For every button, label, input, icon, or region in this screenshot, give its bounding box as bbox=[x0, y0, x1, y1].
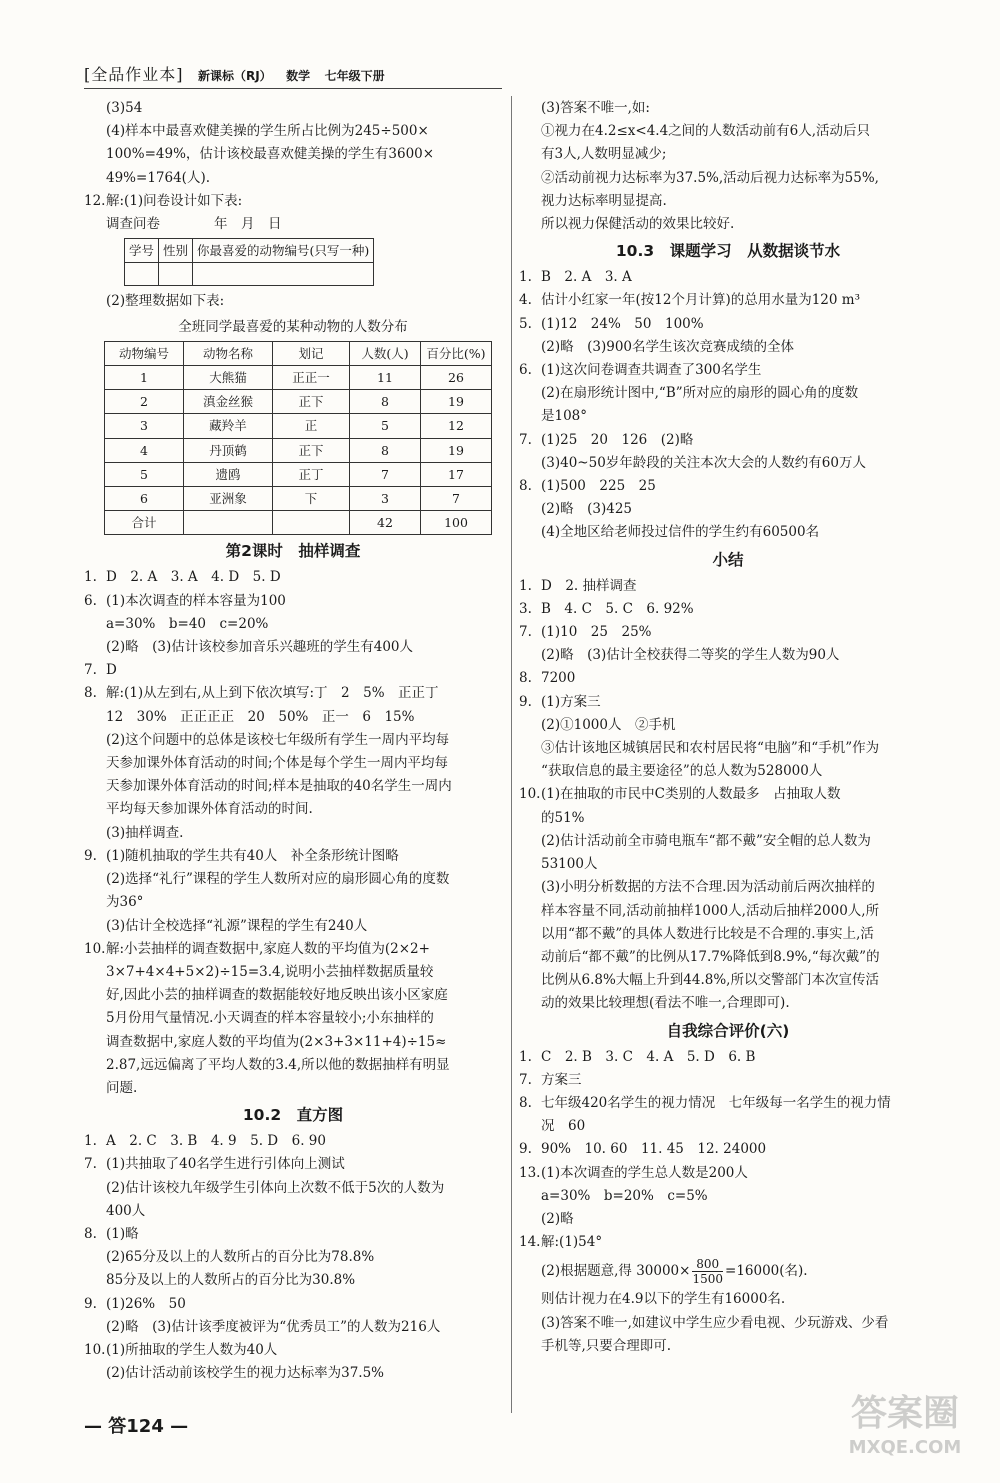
answer-text: (1)在抽取的市民中C类别的人数最多 占抽取人数 bbox=[541, 786, 841, 803]
answer-line bbox=[519, 1115, 937, 1138]
answer-line bbox=[84, 961, 502, 984]
table-cell: 正 bbox=[273, 414, 350, 438]
answer-text: 比例从6.8%大幅上升到44.8%,所以交警部门本次宣传活 bbox=[541, 972, 879, 989]
answer-line bbox=[84, 1077, 502, 1100]
answer-line bbox=[84, 775, 502, 798]
answer-text: (1)26% 50 bbox=[106, 1295, 186, 1312]
answer-number: 1. bbox=[519, 269, 532, 286]
answer-line bbox=[519, 1185, 937, 1208]
table-row bbox=[105, 390, 492, 414]
answer-line bbox=[519, 521, 937, 544]
answer-line bbox=[519, 969, 937, 992]
answer-text: 85分及以上的人数所占的百分比为30.8% bbox=[106, 1272, 356, 1289]
answer-line bbox=[519, 405, 937, 428]
answer-text: (2)略 (3)900名学生该次竞赛成绩的全体 bbox=[541, 338, 795, 355]
answer-line bbox=[84, 636, 502, 659]
answer-text: 方案三 bbox=[541, 1071, 582, 1088]
answer-text: (1)这次问卷调查共调查了300名学生 bbox=[541, 362, 762, 379]
answer-number: 1. bbox=[519, 1048, 532, 1065]
table-cell: 丹顶鹤 bbox=[184, 438, 273, 462]
answer-text: (2)略 bbox=[541, 1210, 574, 1227]
answer-line bbox=[519, 853, 937, 876]
answer-line bbox=[84, 1200, 502, 1223]
table-cell: 4 bbox=[105, 438, 184, 462]
table-cell: 2 bbox=[105, 390, 184, 414]
answer-line bbox=[519, 313, 937, 336]
answer-text: 天参加课外体育活动的时间;样本是抽取的40名学生一周内 bbox=[106, 778, 452, 795]
table-row bbox=[105, 487, 492, 511]
answer-line bbox=[84, 729, 502, 752]
answer-line bbox=[84, 798, 502, 821]
answer-line bbox=[84, 613, 502, 636]
answer-text: (1)10 25 25% bbox=[541, 624, 652, 641]
answer-line bbox=[84, 682, 502, 705]
answer-text: (4)全地区给老师投过信件的学生约有60500名 bbox=[541, 524, 820, 541]
answer-line bbox=[84, 590, 502, 613]
answer-line bbox=[84, 1339, 502, 1362]
table-cell: 遗鸥 bbox=[184, 462, 273, 486]
answer-line bbox=[519, 992, 937, 1015]
answer-line bbox=[519, 266, 937, 289]
text-line: 所以视力保健活动的效果比较好. bbox=[541, 216, 735, 233]
section-title-histogram: 10.2 直方图 bbox=[242, 1106, 344, 1125]
answer-text: 解:(1)54° bbox=[541, 1234, 603, 1251]
table-cell: 藏羚羊 bbox=[184, 414, 273, 438]
text-line: 则估计视力在4.9以下的学生有16000名. bbox=[541, 1291, 786, 1308]
answer-number: 3. bbox=[519, 600, 532, 617]
q12-line1: 12.解:(1)问卷设计如下表: bbox=[84, 192, 243, 209]
table-header: 动物名称 bbox=[184, 341, 273, 365]
answer-text: A 2. C 3. B 4. 9 5. D 6. 90 bbox=[106, 1133, 326, 1150]
table-cell: 合计 bbox=[105, 511, 184, 535]
table-header: 你最喜爱的动物编号(只写一种) bbox=[193, 239, 374, 263]
answer-line bbox=[519, 946, 937, 969]
answer-line bbox=[84, 1362, 502, 1385]
answer-number: 4. bbox=[519, 292, 532, 309]
answer-text: (1)随机抽取的学生共有40人 补全条形统计图略 bbox=[106, 847, 399, 864]
answer-number: 5. bbox=[519, 315, 532, 332]
answer-line bbox=[519, 621, 937, 644]
answer-text: (2)略 (3)估计该季度被评为“优秀员工”的人数为216人 bbox=[106, 1318, 441, 1335]
left-top-lines bbox=[84, 97, 502, 190]
text-line: 视力达标率明显提高. bbox=[541, 192, 667, 209]
table-cell: 19 bbox=[421, 438, 492, 462]
text-line: (3)答案不唯一,如建议中学生应少看电视、少玩游戏、少看 bbox=[541, 1314, 889, 1331]
table-row bbox=[105, 511, 492, 535]
answer-line bbox=[84, 915, 502, 938]
table-cell: 17 bbox=[421, 462, 492, 486]
answer-text: D bbox=[106, 662, 117, 679]
answer-text: (3)40~50岁年龄段的关注本次大会的人数约有60万人 bbox=[541, 454, 866, 471]
answer-text: (2)略 (3)估计全校获得二等奖的学生人数为90人 bbox=[541, 647, 840, 664]
answer-line bbox=[84, 1177, 502, 1200]
answer-text: 为36° bbox=[106, 894, 144, 911]
table-cell: 正正一 bbox=[273, 366, 350, 390]
answer-text: D 2. 抽样调查 bbox=[541, 577, 637, 594]
answer-text: 90% 10. 60 11. 45 12. 24000 bbox=[541, 1141, 767, 1158]
answer-text: 问题. bbox=[106, 1079, 138, 1096]
answer-text: a=30% b=20% c=5% bbox=[541, 1187, 708, 1204]
answer-number: 7. bbox=[519, 431, 532, 448]
table-header: 人数(人) bbox=[350, 341, 421, 365]
text-line: (4)样本中最喜欢健美操的学生所占比例为245÷500× bbox=[106, 123, 429, 140]
q12-survey: 调查问卷 年 月 日 bbox=[106, 216, 282, 233]
answer-text: (1)共抽取了40名学生进行引体向上测试 bbox=[106, 1156, 345, 1173]
left-column bbox=[84, 97, 502, 1385]
answer-text: (1)略 bbox=[106, 1225, 139, 1242]
answer-line bbox=[519, 1046, 937, 1069]
table-cell: 正下 bbox=[273, 438, 350, 462]
table-cell: 滇金丝猴 bbox=[184, 390, 273, 414]
table-cell bbox=[273, 511, 350, 535]
answer-line bbox=[84, 1223, 502, 1246]
answer-text: (1)所抽取的学生人数为40人 bbox=[106, 1341, 278, 1358]
page-number: — 答124 — bbox=[84, 1416, 189, 1437]
table-cell: 亚洲象 bbox=[184, 487, 273, 511]
answer-number: 9. bbox=[519, 693, 532, 710]
answer-line bbox=[519, 691, 937, 714]
answer-text: (2)估计活动前全市骑电瓶车“都不戴”安全帽的总人数为 bbox=[541, 832, 871, 849]
table-header: 学号 bbox=[125, 239, 159, 263]
answer-number: 9. bbox=[84, 1295, 97, 1312]
answer-number: 14. bbox=[519, 1234, 541, 1251]
text-line: 有3人,人数明显减少; bbox=[541, 146, 667, 163]
table-cell bbox=[184, 511, 273, 535]
text-line: (3)54 bbox=[106, 100, 143, 116]
answer-line bbox=[84, 1130, 502, 1153]
answer-text: (2)在扇形统计图中,“B”所对应的扇形的圆心角的度数 bbox=[541, 385, 859, 402]
table-row bbox=[105, 462, 492, 486]
q12-line2: (2)整理数据如下表: bbox=[106, 293, 225, 310]
answer-line bbox=[519, 830, 937, 853]
table-cell: 19 bbox=[421, 390, 492, 414]
sampling-answers bbox=[84, 566, 502, 1100]
answer-number: 10. bbox=[84, 940, 106, 957]
table-cell: 100 bbox=[421, 511, 492, 535]
questionnaire-table bbox=[124, 238, 374, 286]
answer-line bbox=[84, 1054, 502, 1077]
table-cell: 5 bbox=[105, 462, 184, 486]
answer-line bbox=[519, 876, 937, 899]
answer-text: (2)估计该校九年级学生引体向上次数不低于5次的人数为 bbox=[106, 1179, 445, 1196]
answer-line bbox=[519, 667, 937, 690]
table-cell: 正丁 bbox=[273, 462, 350, 486]
answer-line bbox=[84, 1153, 502, 1176]
answer-number: 9. bbox=[519, 1141, 532, 1158]
answer-line bbox=[84, 984, 502, 1007]
answer-line bbox=[519, 923, 937, 946]
table-cell: 正下 bbox=[273, 390, 350, 414]
table-cell: 26 bbox=[421, 366, 492, 390]
grade-label: 七年级下册 bbox=[324, 69, 385, 83]
answer-line bbox=[84, 706, 502, 729]
table-cell: 7 bbox=[350, 462, 421, 486]
answer-number: 7. bbox=[84, 662, 97, 679]
answer-text: (2)估计活动前该校学生的视力达标率为37.5% bbox=[106, 1365, 385, 1382]
answer-number: 8. bbox=[84, 1225, 97, 1242]
table-cell: 1 bbox=[105, 366, 184, 390]
table-header: 百分比(%) bbox=[421, 341, 492, 365]
text-line: 49%=1764(人). bbox=[106, 169, 210, 186]
answer-text: a=30% b=40 c=20% bbox=[106, 615, 269, 632]
answer-text: 的51% bbox=[541, 809, 585, 826]
answer-number: 9. bbox=[84, 847, 97, 864]
answer-text: B 2. A 3. A bbox=[541, 269, 632, 286]
watermark-url: MXQE.COM bbox=[848, 1437, 962, 1458]
table-row bbox=[105, 366, 492, 390]
page-header bbox=[84, 62, 395, 85]
table-cell: 8 bbox=[350, 438, 421, 462]
answer-number: 7. bbox=[519, 1071, 532, 1088]
table-cell: 3 bbox=[105, 414, 184, 438]
answer-number: 8. bbox=[84, 685, 97, 702]
answer-text: 估计小红家一年(按12个月计算)的总用水量为120 m³ bbox=[541, 292, 860, 309]
table-cell: 11 bbox=[350, 366, 421, 390]
text-line: ①视力在4.2≤x<4.4之间的人数活动前有6人,活动后只 bbox=[541, 123, 871, 140]
column-divider bbox=[511, 96, 512, 1413]
answer-text: (1)本次调查的学生总人数是200人 bbox=[541, 1164, 748, 1181]
section-title-sampling: 第2课时 抽样调查 bbox=[225, 542, 361, 561]
edition-label: 新课标（RJ） bbox=[197, 69, 272, 83]
answer-line bbox=[519, 760, 937, 783]
answer-line bbox=[519, 598, 937, 621]
answer-text: (1)方案三 bbox=[541, 693, 601, 710]
answer-text: (2)略 (3)估计该校参加音乐兴趣班的学生有400人 bbox=[106, 639, 414, 656]
answer-line bbox=[84, 1316, 502, 1339]
answer-line bbox=[519, 737, 937, 760]
answer-text: 样本容量不同,活动前抽样1000人,活动后抽样2000人,所 bbox=[541, 902, 880, 919]
answer-text: 调查数据中,家庭人数的平均值为(2×3+3×11+4)÷15≈ bbox=[106, 1033, 447, 1050]
q14-fraction-line: (2)根据题意,得 30000× $\frac{800}{1500}$ =16000(名). bbox=[541, 1257, 808, 1287]
right-column bbox=[519, 97, 937, 1358]
summary-answers bbox=[519, 575, 937, 1016]
answer-text: (1)500 225 25 bbox=[541, 478, 656, 495]
answer-number: 1. bbox=[519, 577, 532, 594]
answer-text: 七年级420名学生的视力情况 七年级每一名学生的视力情 bbox=[541, 1094, 891, 1111]
answer-line bbox=[84, 659, 502, 682]
text-line: 100%=49%，估计该校最喜欢健美操的学生有3600× bbox=[106, 146, 435, 163]
answer-text: 况 60 bbox=[541, 1118, 586, 1135]
table-cell: 12 bbox=[421, 414, 492, 438]
table-row bbox=[105, 414, 492, 438]
water-answers bbox=[519, 266, 937, 544]
answer-line bbox=[519, 429, 937, 452]
section-title-summary: 小结 bbox=[712, 550, 744, 569]
answer-text: 平均每天参加课外体育活动的时间. bbox=[106, 801, 313, 818]
histogram-answers bbox=[84, 1130, 502, 1385]
answer-text: 3×7+4×4+5×2)÷15=3.4,说明小芸抽样数据质量较 bbox=[106, 963, 434, 980]
answer-line bbox=[84, 1293, 502, 1316]
answer-line bbox=[519, 1069, 937, 1092]
answer-line bbox=[519, 1231, 937, 1254]
answer-number: 6. bbox=[84, 592, 97, 609]
answer-line bbox=[519, 1092, 937, 1115]
answer-text: 2.87,远远偏离了平均人数的3.4,所以他的数据抽样有明显 bbox=[106, 1056, 450, 1073]
answer-text: D 2. A 3. A 4. D 5. D bbox=[106, 569, 281, 586]
answer-line bbox=[519, 452, 937, 475]
answer-text: “获取信息的最主要途径”的总人数为528000人 bbox=[541, 763, 823, 780]
self-eval-answers bbox=[519, 1046, 937, 1255]
answer-text: 解:(1)从左到右,从上到下依次填写:丁 2 5% 正正丁 bbox=[106, 685, 439, 702]
answer-text: (1)25 20 126 (2)略 bbox=[541, 431, 694, 448]
answer-text: 动的效果比较理想(看法不唯一,合理即可). bbox=[541, 995, 790, 1012]
answer-number: 8. bbox=[519, 1094, 532, 1111]
answer-number: 1. bbox=[84, 1133, 97, 1150]
answer-number: 7. bbox=[519, 624, 532, 641]
answer-text: (2)略 (3)425 bbox=[541, 501, 633, 518]
table-cell: 3 bbox=[350, 487, 421, 511]
answer-number: 8. bbox=[519, 670, 532, 687]
fraction: $\frac{800}{1500}$ bbox=[692, 1257, 724, 1287]
answer-text: 53100人 bbox=[541, 856, 598, 873]
table-header: 动物编号 bbox=[105, 341, 184, 365]
answer-text: ③估计该地区城镇居民和农村居民将“电脑”和“手机”作为 bbox=[541, 740, 880, 757]
right-top-lines bbox=[519, 97, 937, 236]
text-line: 手机等,只要合理即可. bbox=[541, 1337, 672, 1354]
table-cell: 7 bbox=[421, 487, 492, 511]
table-cell: 8 bbox=[350, 390, 421, 414]
table-header: 性别 bbox=[159, 239, 193, 263]
answer-text: 12 30% 正正正正 20 50% 正一 6 15% bbox=[106, 708, 415, 725]
answer-number: 8. bbox=[519, 478, 532, 495]
section-title-water: 10.3 课题学习 从数据谈节水 bbox=[615, 242, 841, 261]
answer-line bbox=[519, 1208, 937, 1231]
watermark-main: 答案圈 bbox=[850, 1393, 960, 1434]
answer-line bbox=[519, 1162, 937, 1185]
answer-line bbox=[519, 1138, 937, 1161]
answer-text: 是108° bbox=[541, 408, 588, 425]
answer-text: C 2. B 3. C 4. A 5. D 6. B bbox=[541, 1048, 756, 1065]
table-cell: 6 bbox=[105, 487, 184, 511]
answer-line bbox=[84, 752, 502, 775]
table-row bbox=[105, 438, 492, 462]
answer-line bbox=[84, 1031, 502, 1054]
table-cell: 下 bbox=[273, 487, 350, 511]
section-title-self-eval: 自我综合评价(六) bbox=[666, 1021, 790, 1040]
answer-text: (2)65分及以上的人数所占的百分比为78.8% bbox=[106, 1249, 375, 1266]
answer-text: (1)本次调查的样本容量为100 bbox=[106, 592, 286, 609]
answer-line bbox=[84, 938, 502, 961]
answer-text: 5月份用气量情况.小天调查的样本容量较小;小东抽样的 bbox=[106, 1010, 434, 1027]
answer-line bbox=[84, 845, 502, 868]
answer-line bbox=[519, 644, 937, 667]
answer-line bbox=[519, 900, 937, 923]
table-cell: 5 bbox=[350, 414, 421, 438]
answer-number: 13. bbox=[519, 1164, 541, 1181]
q14-end-lines bbox=[519, 1288, 937, 1358]
table-header: 划记 bbox=[273, 341, 350, 365]
header-rule bbox=[84, 88, 502, 89]
answer-line bbox=[519, 289, 937, 312]
answer-line bbox=[519, 714, 937, 737]
answer-text: (3)抽样调查. bbox=[106, 824, 184, 841]
answer-number: 6. bbox=[519, 362, 532, 379]
answer-line bbox=[519, 807, 937, 830]
answer-text: (1)12 24% 50 100% bbox=[541, 315, 704, 332]
text-line: (3)答案不唯一,如: bbox=[541, 100, 650, 116]
answer-number: 10. bbox=[519, 786, 541, 803]
answer-line bbox=[84, 822, 502, 845]
data-table-caption: 全班同学最喜爱的某种动物的人数分布 bbox=[178, 318, 408, 335]
answer-line bbox=[84, 868, 502, 891]
answer-text: (3)小明分析数据的方法不合理.因为活动前后两次抽样的 bbox=[541, 879, 875, 896]
answer-line bbox=[519, 382, 937, 405]
answer-text: 400人 bbox=[106, 1202, 146, 1219]
book-brand: [全品作业本] bbox=[84, 65, 184, 84]
subject-label: 数学 bbox=[286, 69, 311, 83]
answer-number: 10. bbox=[84, 1341, 106, 1358]
answer-text: (2)①1000人 ②手机 bbox=[541, 716, 676, 733]
answer-text: (2)这个问题中的总体是该校七年级所有学生一周内平均每 bbox=[106, 731, 450, 748]
answer-line bbox=[519, 498, 937, 521]
answer-text: (3)估计全校选择“礼源”课程的学生有240人 bbox=[106, 917, 368, 934]
answer-line bbox=[84, 891, 502, 914]
answer-text: 解:小芸抽样的调查数据中,家庭人数的平均值为(2×2+ bbox=[106, 940, 430, 957]
answer-line bbox=[84, 1269, 502, 1292]
text-line: ②活动前视力达标率为37.5%,活动后视力达标率为55%, bbox=[541, 169, 879, 186]
answer-text: (2)选择“礼行”课程的学生人数所对应的扇形圆心角的度数 bbox=[106, 871, 450, 888]
watermark-logo bbox=[830, 1383, 980, 1461]
answer-number: 1. bbox=[84, 569, 97, 586]
answer-text: 动前后“都不戴”的比例从17.7%降低到8.9%,“每次戴”的 bbox=[541, 948, 880, 965]
answer-line bbox=[84, 1007, 502, 1030]
answer-line bbox=[519, 359, 937, 382]
table-cell: 42 bbox=[350, 511, 421, 535]
answer-line bbox=[84, 566, 502, 589]
answer-number: 7. bbox=[84, 1156, 97, 1173]
animal-data-table bbox=[104, 341, 492, 536]
answer-text: 天参加课外体育活动的时间;个体是每个学生一周内平均每 bbox=[106, 755, 449, 772]
answer-text: 好,因此小芸的抽样调查的数据能较好地反映出该小区家庭 bbox=[106, 987, 448, 1004]
answer-line bbox=[519, 783, 937, 806]
answer-line bbox=[519, 475, 937, 498]
answer-text: 7200 bbox=[541, 670, 576, 687]
answer-text: 以用“都不戴”的具体人数进行比较是不合理的.事实上,活 bbox=[541, 925, 874, 942]
answer-line bbox=[519, 575, 937, 598]
answer-line bbox=[84, 1246, 502, 1269]
table-cell: 大熊猫 bbox=[184, 366, 273, 390]
answer-line bbox=[519, 336, 937, 359]
answer-text: B 4. C 5. C 6. 92% bbox=[541, 600, 694, 617]
